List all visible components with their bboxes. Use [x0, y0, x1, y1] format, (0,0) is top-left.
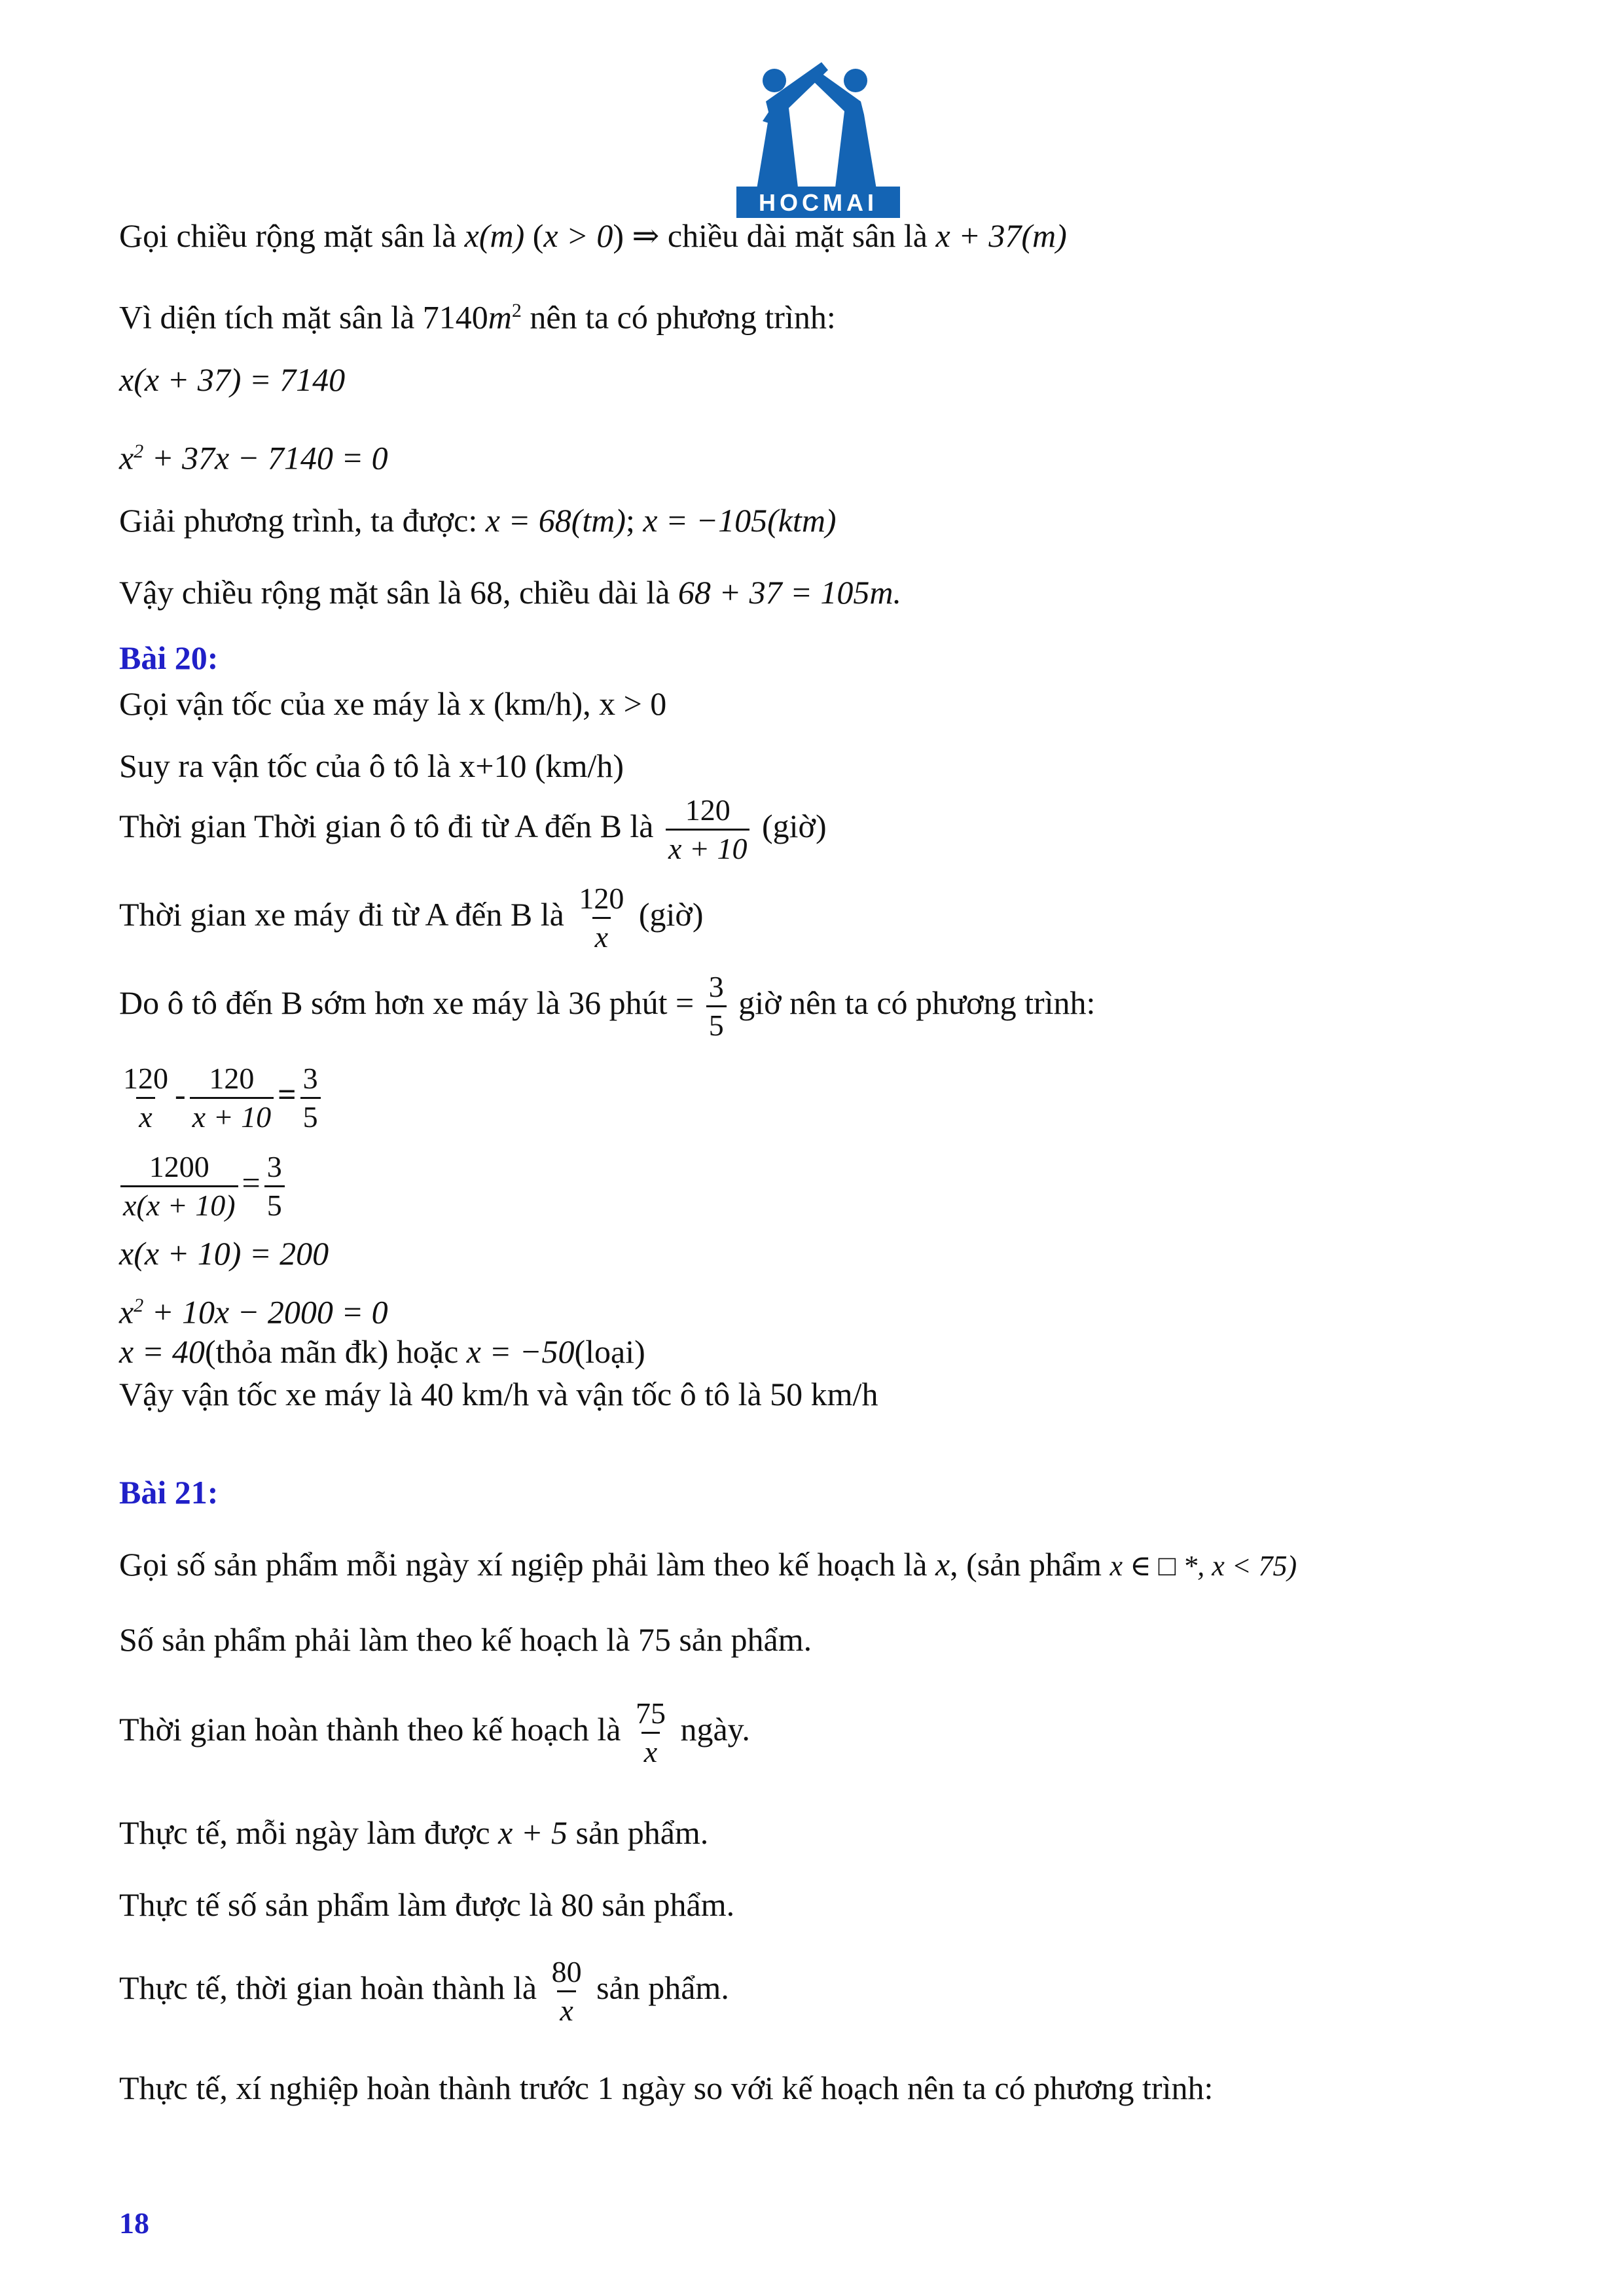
- text: Gọi chiều rộng mặt sân là: [119, 217, 465, 254]
- b21-line-1: [119, 1545, 1297, 1586]
- b21-line-5: Thực tế số sản phẩm làm được là 80 sản phẩm.: [119, 1886, 735, 1923]
- text: Thực tế, thời gian hoàn thành là: [119, 1969, 537, 2006]
- text: Thời gian hoàn thành theo kế hoạch là: [119, 1710, 621, 1748]
- b20-line-1: Gọi vận tốc của xe máy là x (km/h), x > 0: [119, 685, 667, 722]
- math: + 10x − 2000 = 0: [143, 1293, 388, 1331]
- text: ngày.: [680, 1710, 750, 1748]
- superscript: 2: [134, 1295, 144, 1316]
- text: Do ô tô đến B sớm hơn xe máy là 36 phút =: [119, 984, 695, 1021]
- fraction: $\frac{80}{x}$: [549, 1954, 585, 2029]
- text: giờ nên ta có phương trình:: [738, 984, 1096, 1021]
- text: ;: [626, 502, 643, 539]
- text: Vậy chiều rộng mặt sân là 68, chiều dài là: [119, 574, 678, 611]
- superscript: 2: [511, 300, 522, 321]
- text: , (sản phẩm: [950, 1546, 1110, 1583]
- math: x + 37(m): [935, 217, 1067, 254]
- fraction: $\frac{3}{5}$: [264, 1149, 285, 1224]
- math: m: [488, 298, 512, 336]
- line-conclusion: [119, 573, 901, 612]
- text: sản phẩm.: [568, 1814, 709, 1851]
- fraction: $\frac{120}{x}$: [120, 1060, 171, 1136]
- fraction: $\frac{3}{5}$: [706, 969, 727, 1044]
- line-width: [119, 216, 1067, 255]
- text: Giải phương trình, ta được:: [119, 502, 486, 539]
- b20-line-2: Suy ra vận tốc của ô tô là x+10 (km/h): [119, 747, 624, 784]
- fraction: $\frac{120}{x + 10}$: [190, 1060, 274, 1136]
- math: x: [119, 1293, 134, 1331]
- text: =: [278, 1075, 297, 1113]
- b21-line-7: Thực tế, xí nghiệp hoàn thành trước 1 ngày so với kế hoạch nên ta có phương trình:: [119, 2070, 1214, 2106]
- b21-line-2: Số sản phẩm phải làm theo kế hoạch là 75 sản phẩm.: [119, 1621, 812, 1658]
- hocmai-logo: [736, 62, 900, 219]
- b20-eq-2: [117, 1149, 289, 1224]
- fraction: $\frac{3}{5}$: [300, 1060, 321, 1136]
- b21-line-4: [119, 1813, 708, 1852]
- line-solve: [119, 501, 837, 540]
- math: x = −105(ktm): [643, 502, 837, 539]
- text: Vì diện tích mặt sân là 7140: [119, 298, 488, 336]
- fraction: $\frac{1200}{x(x + 10)}$: [120, 1149, 238, 1224]
- math: x: [935, 1546, 950, 1583]
- b20-conclusion: Vậy vận tốc xe máy là 40 km/h và vận tốc ô tô là 50 km/h: [119, 1376, 878, 1412]
- b21-line-6: [119, 1954, 729, 2029]
- text: (thỏa mãn đk) hoặc: [204, 1333, 467, 1370]
- text: -: [175, 1075, 186, 1113]
- fraction: $\frac{120}{x + 10}$: [666, 792, 749, 867]
- text: ) ⇒ chiều dài mặt sân là: [613, 217, 936, 254]
- b20-eq-5: [119, 1332, 645, 1371]
- text: (giờ): [638, 895, 704, 933]
- math: x = 40: [119, 1333, 205, 1370]
- b20-line-5: [119, 969, 1095, 1044]
- b20-eq-3: x(x + 10) = 200: [119, 1235, 329, 1272]
- fraction: $\frac{120}{x}$: [576, 880, 626, 956]
- math: x: [119, 439, 134, 476]
- math: + 37x − 7140 = 0: [143, 439, 388, 476]
- text: =: [242, 1164, 261, 1201]
- math: x = −50: [466, 1333, 575, 1370]
- math: 68 + 37 = 105m.: [677, 574, 901, 611]
- text: (giờ): [761, 807, 827, 844]
- text: Thực tế, mỗi ngày làm được: [119, 1814, 499, 1851]
- text: nên ta có phương trình:: [521, 298, 836, 336]
- equation-2: [119, 432, 388, 478]
- fraction: $\frac{75}{x}$: [633, 1695, 668, 1770]
- b20-line-3: [119, 792, 827, 867]
- b20-eq-4: [119, 1286, 388, 1332]
- heading-bai-21: Bài 21:: [119, 1474, 219, 1511]
- text: (: [524, 217, 544, 254]
- superscript: 2: [134, 440, 144, 462]
- text: Gọi số sản phẩm mỗi ngày xí ngiệp phải làm theo kế hoạch là: [119, 1546, 935, 1583]
- hocmai-logo-graphic: [736, 62, 900, 219]
- b20-line-4: [119, 880, 703, 956]
- math: x + 5: [498, 1814, 568, 1851]
- b21-line-3: [119, 1695, 750, 1770]
- heading-bai-20: Bài 20:: [119, 639, 219, 676]
- math: x > 0: [543, 217, 613, 254]
- math: x ∈ □ *, x < 75): [1110, 1550, 1297, 1582]
- equation-1: x(x + 37) = 7140: [119, 361, 346, 398]
- line-area: [119, 291, 836, 337]
- math: x(m): [464, 217, 525, 254]
- text: (loại): [574, 1333, 645, 1370]
- text: Thời gian Thời gian ô tô đi từ A đến B là: [119, 807, 654, 844]
- text: Thời gian xe máy đi từ A đến B là: [119, 895, 564, 933]
- logo-text: HOCMAI: [759, 189, 878, 216]
- b20-eq-1: [117, 1060, 325, 1136]
- page-number: 18: [119, 2206, 149, 2240]
- text: sản phẩm.: [596, 1969, 729, 2006]
- math: x = 68(tm): [485, 502, 626, 539]
